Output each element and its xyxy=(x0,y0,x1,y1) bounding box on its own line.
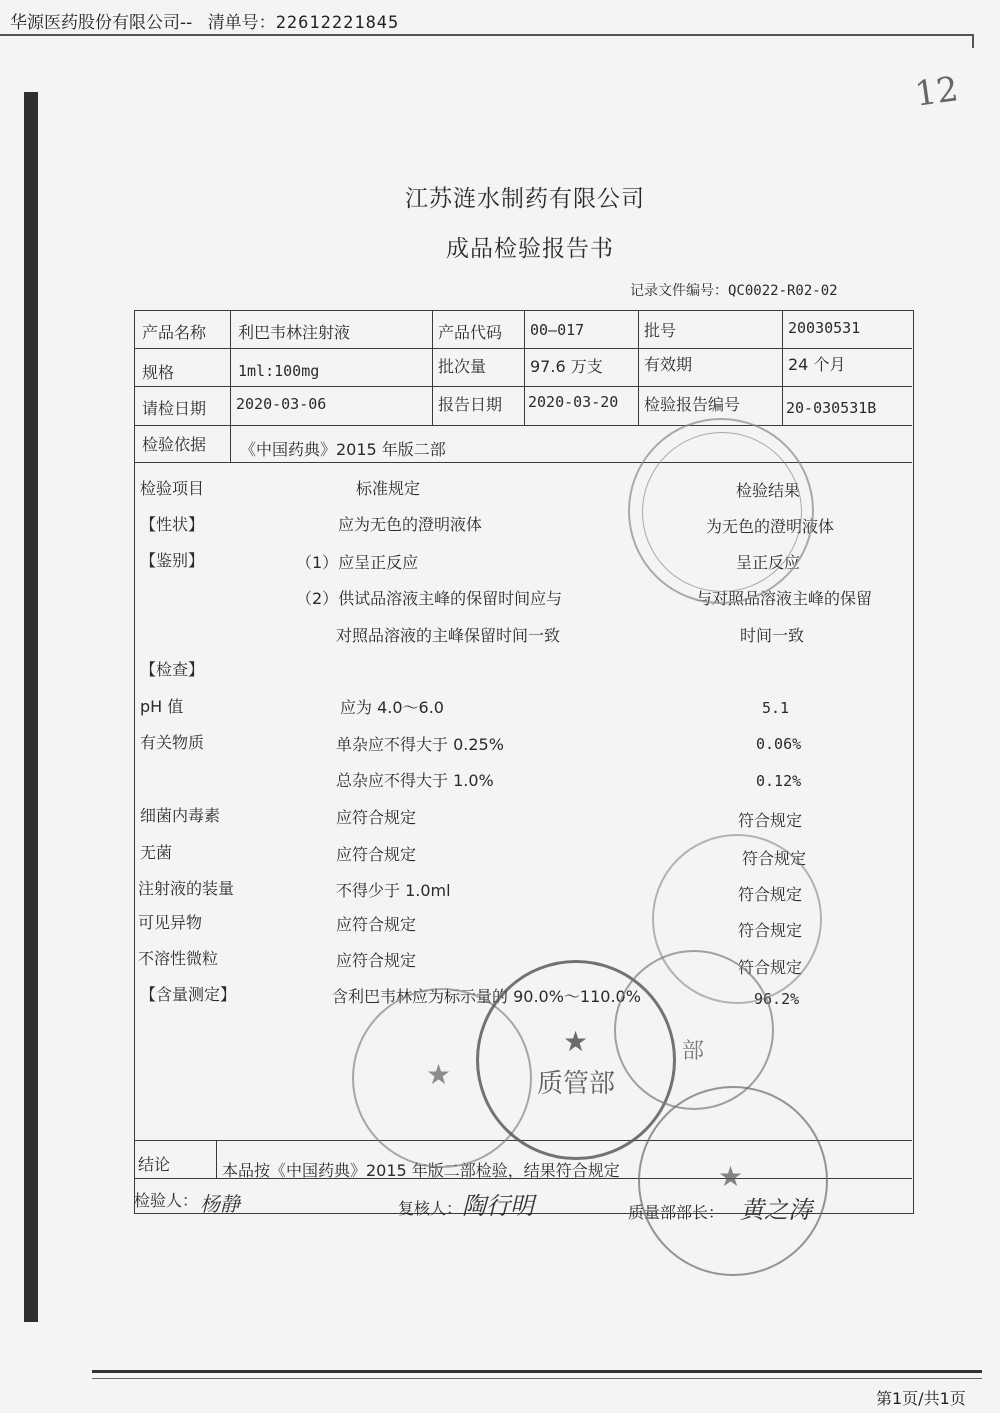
test-standard: 应为 4.0～6.0 xyxy=(340,698,444,717)
dept-stamp-label: 部 xyxy=(682,1039,705,1064)
test-result: 时间一致 xyxy=(740,626,805,645)
test-item: 不溶性微粒 xyxy=(138,949,219,968)
footer-rule xyxy=(92,1370,982,1373)
test-result: 符合规定 xyxy=(742,849,807,868)
record-number xyxy=(630,280,838,300)
table-rule xyxy=(134,425,912,426)
test-standard: 应符合规定 xyxy=(336,915,417,934)
scan-edge-bar xyxy=(24,92,38,1322)
column-item-header: 检验项目 xyxy=(140,479,205,498)
test-result: 0.12% xyxy=(756,772,802,790)
test-result: 为无色的澄明液体 xyxy=(706,517,835,536)
qa-head-label: 质量部部长： xyxy=(628,1203,725,1222)
product-name: 利巴韦林注射液 xyxy=(238,323,351,342)
table-col-rule xyxy=(432,310,433,425)
product-name-label: 产品名称 xyxy=(142,323,207,342)
inspection-seal-stamp xyxy=(652,834,822,1004)
batch-number: 20030531 xyxy=(788,319,861,337)
table-col-rule xyxy=(230,310,231,425)
batch-qty-label: 批次量 xyxy=(438,357,487,376)
reviewer-signature: 陶行明 xyxy=(462,1192,534,1220)
test-result: 0.06% xyxy=(756,735,802,753)
inspector-label: 检验人： xyxy=(134,1191,199,1210)
test-result: 符合规定 xyxy=(738,921,803,940)
table-rule xyxy=(134,348,912,349)
product-code: 00—017 xyxy=(530,321,585,339)
star-icon: ★ xyxy=(718,1160,744,1193)
record-number-value: QC0022-R02-02 xyxy=(728,283,838,299)
report-date: 2020-03-20 xyxy=(528,393,619,411)
table-rule xyxy=(134,386,912,387)
request-date: 2020-03-06 xyxy=(236,395,327,413)
handwritten-page-mark: 12 xyxy=(912,69,961,115)
test-standard: 应为无色的澄明液体 xyxy=(338,515,483,534)
product-code-label: 产品代码 xyxy=(438,323,503,342)
table-col-rule xyxy=(216,1140,217,1178)
test-result: 与对照品溶液主峰的保留 xyxy=(696,589,873,608)
page-footer: 第1页/共1页 xyxy=(876,1389,966,1408)
validity-value: 24 个月 xyxy=(788,355,846,374)
column-standard-header: 标准规定 xyxy=(356,479,421,498)
spec-value: 1ml:100mg xyxy=(238,362,320,380)
report-title: 成品检验报告书 xyxy=(446,236,614,262)
test-standard: （2）供试品溶液主峰的保留时间应与 xyxy=(296,589,563,608)
header-list-label: 清单号： xyxy=(207,13,276,33)
test-standard: 不得少于 1.0ml xyxy=(336,881,451,900)
header-company: 华源医药股份有限公司-- xyxy=(10,13,193,33)
test-item: 无菌 xyxy=(140,843,173,862)
company-name: 江苏涟水制药有限公司 xyxy=(405,186,645,212)
test-item: 有关物质 xyxy=(140,733,205,752)
column-result-header: 检验结果 xyxy=(736,481,801,500)
page-header xyxy=(10,8,399,33)
record-number-label: 记录文件编号： xyxy=(630,283,728,299)
header-list-number: 22612221845 xyxy=(275,13,400,33)
test-result: 96.2% xyxy=(754,990,800,1008)
inspector-signature: 杨静 xyxy=(200,1192,240,1216)
spec-label: 规格 xyxy=(142,363,175,382)
company-seal-stamp xyxy=(628,418,814,604)
basis-label: 检验依据 xyxy=(142,435,207,454)
conclusion-text: 本品按《中国药典》2015 年版二部检验，结果符合规定 xyxy=(222,1161,620,1180)
test-item: 注射液的装量 xyxy=(138,879,235,898)
test-standard: 含利巴韦林应为标示量的 90.0%～110.0% xyxy=(332,987,641,1006)
test-standard: 应符合规定 xyxy=(336,951,417,970)
test-result: 5.1 xyxy=(762,699,790,717)
batch-qty: 97.6 万支 xyxy=(530,357,603,376)
test-standard: 应符合规定 xyxy=(336,808,417,827)
test-item: 【鉴别】 xyxy=(140,551,205,570)
validity-label: 有效期 xyxy=(644,355,693,374)
test-standard: （1）应呈正反应 xyxy=(296,553,419,572)
test-item: 【含量测定】 xyxy=(140,985,237,1004)
conclusion-label: 结论 xyxy=(138,1155,171,1174)
table-col-rule xyxy=(638,310,639,425)
qa-head-signature: 黄之涛 xyxy=(740,1196,812,1224)
factory-seal-stamp xyxy=(638,1086,828,1276)
header-rule xyxy=(0,34,972,36)
report-number: 20-030531B xyxy=(786,399,877,417)
table-col-rule xyxy=(524,310,525,425)
test-standard: 对照品溶液的主峰保留时间一致 xyxy=(336,626,561,645)
test-standard: 单杂应不得大于 0.25% xyxy=(336,735,504,754)
test-item: 细菌内毒素 xyxy=(140,806,221,825)
report-no-label: 检验报告编号 xyxy=(644,395,741,414)
basis-value: 《中国药典》2015 年版二部 xyxy=(240,440,446,459)
header-rule-tick xyxy=(972,34,974,48)
test-item: 【检查】 xyxy=(140,660,205,679)
test-result: 呈正反应 xyxy=(736,553,801,572)
test-item: 可见异物 xyxy=(138,913,203,932)
report-date-label: 报告日期 xyxy=(438,395,503,414)
star-icon: ★ xyxy=(563,1025,589,1058)
test-item: 【性状】 xyxy=(140,515,205,534)
test-result: 符合规定 xyxy=(738,958,803,977)
test-standard: 总杂应不得大于 1.0% xyxy=(336,771,494,790)
table-col-rule xyxy=(230,425,231,462)
test-standard: 应符合规定 xyxy=(336,845,417,864)
qa-stamp-label: 质管部 xyxy=(537,1069,616,1099)
request-date-label: 请检日期 xyxy=(142,399,207,418)
reviewer-label: 复核人： xyxy=(398,1199,463,1218)
footer-rule-thin xyxy=(92,1378,982,1379)
test-result: 符合规定 xyxy=(738,811,803,830)
table-col-rule xyxy=(782,310,783,425)
star-icon: ★ xyxy=(426,1058,452,1091)
test-item: pH 值 xyxy=(140,697,184,716)
batch-label: 批号 xyxy=(644,321,677,340)
test-result: 符合规定 xyxy=(738,885,803,904)
